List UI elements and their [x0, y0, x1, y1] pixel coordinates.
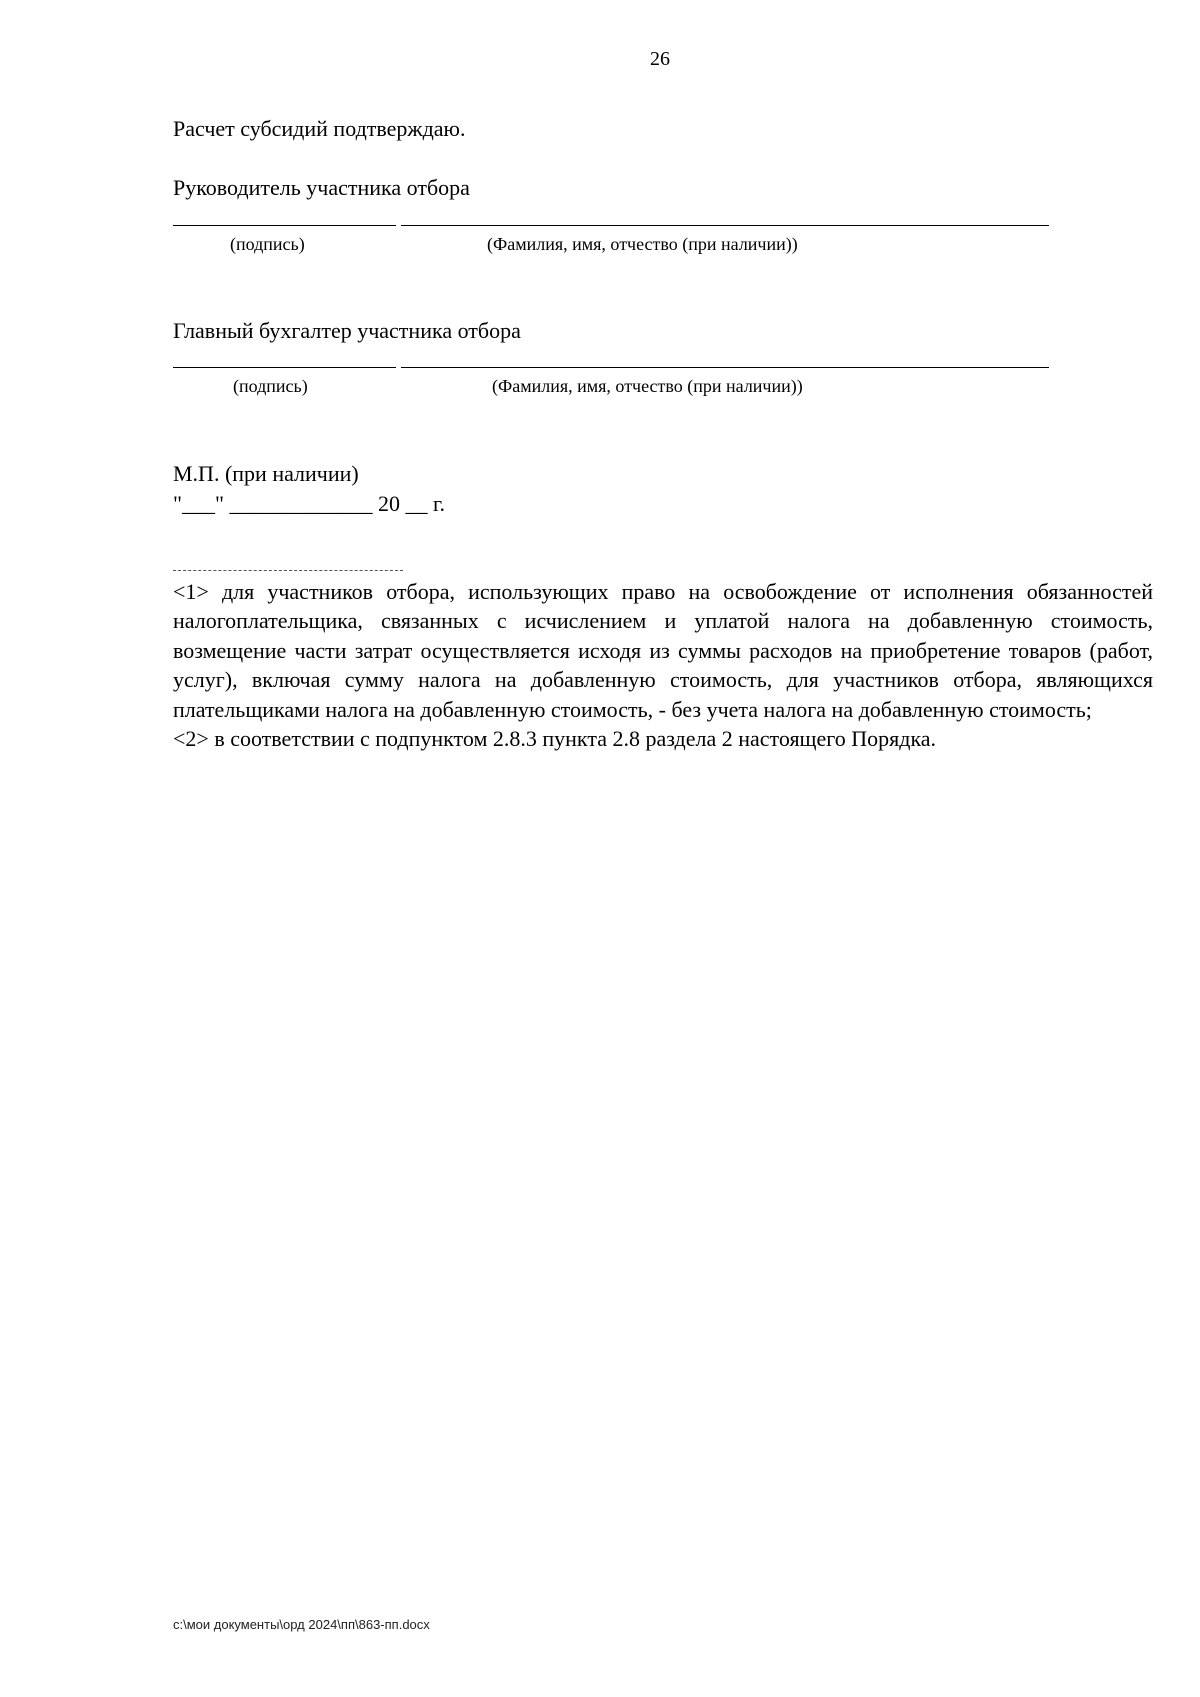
- footnote-2: <2> в соответствии с подпунктом 2.8.3 пункта 2.8 раздела 2 настоящего Порядка.: [173, 726, 937, 752]
- footnotes: [173, 577, 1153, 753]
- head-name-caption: (Фамилия, имя, отчество (при наличии)): [487, 234, 798, 254]
- confirmation-text: Расчет субсидий подтверждаю.: [173, 116, 466, 141]
- accountant-name-caption: (Фамилия, имя, отчество (при наличии)): [492, 376, 803, 396]
- head-title: Руководитель участника отбора: [173, 175, 470, 200]
- head-name-line: [401, 225, 1049, 226]
- accountant-title: Главный бухгалтер участника отбора: [173, 318, 521, 343]
- page-number: 26: [650, 48, 670, 70]
- head-signature-line: [173, 225, 396, 226]
- accountant-signature-line: [173, 367, 396, 368]
- footnote-1: <1> для участников отбора, использующих право на освобождение от исполнения обязанностей налогоплательщика, связанных с исчислением и уплатой налога на добавленную стоимость, возмещение части затрат осуществляется исходя из суммы расходов на приобретение товаров (работ, услуг), включая сумму налога на добавленную стоимость, для участников отбора, являющихся плательщиками налога на добавленную стоимость, - без учета налога на добавленную стоимость;: [173, 579, 1153, 722]
- footnote-separator: [173, 570, 403, 571]
- accountant-signature-caption: (подпись): [233, 376, 308, 396]
- stamp-text: М.П. (при наличии): [173, 461, 359, 486]
- accountant-name-line: [401, 367, 1049, 368]
- date-line: "___" _____________ 20 __ г.: [173, 491, 446, 516]
- file-path-footer: c:\мои документы\орд 2024\пп\863-пп.docx: [173, 1617, 430, 1632]
- head-signature-caption: (подпись): [230, 234, 305, 254]
